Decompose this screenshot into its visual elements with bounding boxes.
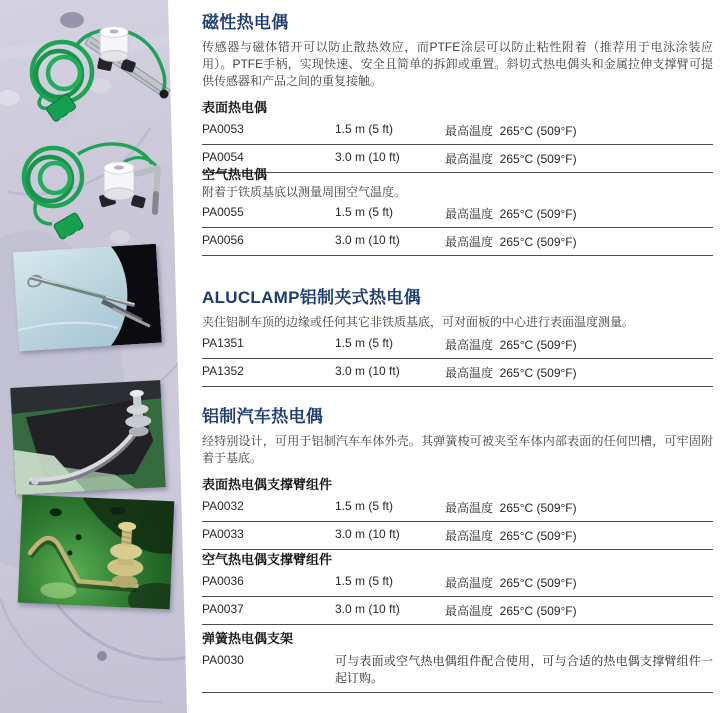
cable-length: 1.5 m (5 ft) bbox=[335, 499, 394, 513]
subsection-title-surface: 表面热电偶 bbox=[202, 100, 268, 115]
table-row bbox=[202, 331, 713, 359]
part-number: PA1351 bbox=[202, 336, 244, 350]
cable-length: 3.0 m (10 ft) bbox=[335, 364, 400, 378]
part-number: PA0032 bbox=[202, 499, 244, 513]
section-magnetic-thermocouple bbox=[202, 8, 713, 173]
table-row bbox=[202, 494, 713, 522]
subsection-title-spring: 弹簧热电偶支架 bbox=[202, 631, 294, 646]
section-aluminum-auto bbox=[202, 402, 713, 550]
max-temperature: 最高温度 265°C (509°F) bbox=[445, 501, 577, 515]
table-row bbox=[202, 597, 713, 625]
section-aluclamp bbox=[202, 283, 713, 387]
car-panel-background-photo bbox=[0, 0, 192, 713]
table-row bbox=[202, 648, 713, 693]
magnetic-air-thermocouple-photo bbox=[8, 132, 173, 244]
max-temperature: 最高温度 265°C (509°F) bbox=[445, 235, 577, 249]
subsection-title-surface-arm: 表面热电偶支撑臂组件 bbox=[202, 477, 333, 492]
table-row bbox=[202, 200, 713, 228]
table-row bbox=[202, 117, 713, 145]
table-row bbox=[202, 522, 713, 550]
section-intro: 夹住铝制车顶的边缘或任何其它非铁质基底，可对面板的中心进行表面温度测量。 bbox=[202, 315, 635, 329]
section-title: 磁性热电偶 bbox=[202, 13, 289, 32]
cable-length: 3.0 m (10 ft) bbox=[335, 602, 400, 616]
subsection-spring-bracket bbox=[202, 628, 713, 693]
table-row bbox=[202, 228, 713, 256]
max-temperature: 最高温度 265°C (509°F) bbox=[445, 152, 577, 166]
part-number: PA1352 bbox=[202, 364, 244, 378]
section-intro: 经特别设计，可用于铝制汽车车体外壳。其弹簧梭可被夹至车体内部表面的任何凹槽，可牢固附着于基底。 bbox=[202, 434, 713, 465]
section-title: 铝制汽车热电偶 bbox=[202, 407, 324, 426]
catalog-text-column bbox=[202, 0, 713, 713]
max-temperature: 最高温度 265°C (509°F) bbox=[445, 366, 577, 380]
subsection-title-air: 空气热电偶 bbox=[202, 167, 268, 182]
subsection-air-thermocouple bbox=[202, 164, 713, 256]
subsection-note: 附着于铁质基底以测量周围空气温度。 bbox=[202, 185, 407, 199]
aluclamp-thermocouple-photo bbox=[13, 244, 162, 352]
part-number: PA0055 bbox=[202, 205, 244, 219]
max-temperature: 最高温度 265°C (509°F) bbox=[445, 604, 577, 618]
aluminum-auto-thermocouple-photo bbox=[10, 380, 165, 495]
magnetic-surface-thermocouple-photo bbox=[12, 6, 177, 128]
part-number: PA0056 bbox=[202, 233, 244, 247]
section-title: ALUCLAMP铝制夹式热电偶 bbox=[202, 288, 421, 307]
cable-length: 1.5 m (5 ft) bbox=[335, 574, 394, 588]
max-temperature: 最高温度 265°C (509°F) bbox=[445, 576, 577, 590]
cable-length: 3.0 m (10 ft) bbox=[335, 233, 400, 247]
cable-length: 3.0 m (10 ft) bbox=[335, 527, 400, 541]
part-number: PA0036 bbox=[202, 574, 244, 588]
table-row bbox=[202, 569, 713, 597]
cable-length: 1.5 m (5 ft) bbox=[335, 122, 394, 136]
part-number: PA0033 bbox=[202, 527, 244, 541]
subsection-title-air-arm: 空气热电偶支撑臂组件 bbox=[202, 552, 333, 567]
cable-length: 3.0 m (10 ft) bbox=[335, 150, 400, 164]
max-temperature: 最高温度 265°C (509°F) bbox=[445, 207, 577, 221]
part-number: PA0054 bbox=[202, 150, 244, 164]
cable-length: 1.5 m (5 ft) bbox=[335, 336, 394, 350]
part-number: PA0037 bbox=[202, 602, 244, 616]
subsection-air-arm bbox=[202, 549, 713, 625]
part-number: PA0030 bbox=[202, 653, 244, 667]
section-intro: 传感器与磁体错开可以防止散热效应，而PTFE涂层可以防止粘性附着（推荐用于电泳涂装应用）。PTFE手柄，实现快速、安全且简单的拆卸或重置。斜切式热电偶头和金属拉伸支撑臂可提供传感器和产品之间的重复接触。 bbox=[202, 40, 713, 88]
cable-length: 1.5 m (5 ft) bbox=[335, 205, 394, 219]
max-temperature: 最高温度 265°C (509°F) bbox=[445, 338, 577, 352]
max-temperature: 最高温度 265°C (509°F) bbox=[445, 124, 577, 138]
spring-thermocouple-photo bbox=[18, 495, 175, 610]
part-description: 可与表面或空气热电偶组件配合使用，可与合适的热电偶支撑臂组件一起订购。 bbox=[335, 654, 713, 685]
part-number: PA0053 bbox=[202, 122, 244, 136]
max-temperature: 最高温度 265°C (509°F) bbox=[445, 529, 577, 543]
table-row bbox=[202, 359, 713, 387]
